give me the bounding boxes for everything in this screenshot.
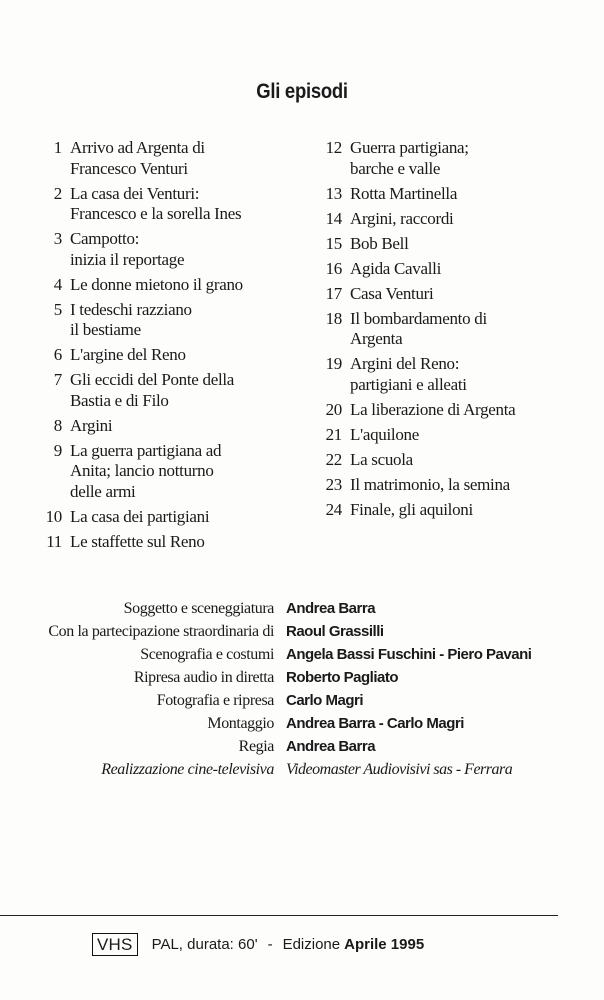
episode-number: 4 (53, 274, 62, 294)
episode-number: 19 (325, 354, 342, 373)
episode-item (310, 475, 600, 496)
episode-list-right (310, 138, 600, 525)
episode-item (310, 450, 600, 471)
credit-row (0, 600, 604, 623)
episode-title: La guerra partigiana ad Anita; lancio notturno delle armi (70, 440, 222, 501)
episode-number: 5 (53, 299, 62, 319)
divider (0, 915, 558, 916)
episode-item (310, 425, 600, 446)
credit-name: Roberto Pagliato (286, 669, 399, 686)
episode-item (310, 309, 600, 350)
edition-label: Edizione (282, 936, 341, 953)
edition-date: Aprile 1995 (344, 936, 425, 953)
episode-title: Agida Cavalli (350, 258, 441, 278)
credit-role: Scenografia e costumi (140, 646, 274, 663)
episode-number: 9 (53, 440, 62, 460)
episode-item (310, 209, 600, 230)
credit-row (0, 715, 604, 738)
credit-role: Regia (238, 738, 274, 755)
episode-title: Arrivo ad Argenta di Francesco Venturi (70, 138, 205, 178)
episode-number: 15 (325, 233, 342, 253)
episode-number: 20 (325, 399, 342, 419)
episode-item (310, 400, 600, 421)
episode-title: Il matrimonio, la semina (350, 474, 510, 494)
episode-item (310, 234, 600, 255)
episode-title: Le donne mietono il grano (70, 274, 243, 294)
episode-item (30, 229, 300, 270)
episode-title: Guerra partigiana; barche e valle (350, 138, 469, 178)
episode-number: 1 (53, 138, 62, 157)
episode-title: Finale, gli aquiloni (350, 499, 473, 519)
episode-item (310, 184, 600, 205)
credit-role: Con la partecipazione straordinaria di (48, 623, 274, 640)
episode-item (30, 370, 300, 411)
credit-row (0, 669, 604, 692)
format-meta: PAL, durata: 60' (151, 936, 258, 953)
episode-item (30, 184, 300, 225)
episode-number: 11 (46, 531, 62, 551)
credit-name: Videomaster Audiovisivi sas - Ferrara (286, 761, 513, 778)
episode-item (310, 138, 600, 179)
episode-title: Casa Venturi (350, 283, 434, 303)
credit-row (0, 623, 604, 646)
episode-title: Il bombardamento di Argenta (350, 308, 487, 348)
episode-item (310, 354, 600, 395)
episode-number: 2 (53, 183, 62, 203)
episode-title: Argini, raccordi (350, 208, 454, 228)
credit-row (0, 692, 604, 715)
episode-item (30, 441, 300, 503)
episode-title: Campotto: inizia il reportage (70, 229, 185, 269)
episode-number: 13 (325, 183, 342, 203)
credit-row (0, 761, 604, 784)
episode-item (30, 507, 300, 528)
credit-role: Fotografia e ripresa (156, 692, 274, 709)
credit-role: Realizzazione cine-televisiva (101, 761, 274, 778)
episode-title: La liberazione di Argenta (350, 399, 516, 419)
episode-number: 18 (325, 308, 342, 328)
episode-title: Bob Bell (350, 233, 409, 253)
episode-item (30, 300, 300, 341)
episode-title: Le staffette sul Reno (70, 531, 205, 551)
credit-name: Andrea Barra (286, 738, 376, 755)
episode-number: 12 (325, 138, 342, 157)
episode-item (30, 138, 300, 179)
vhs-badge: VHS (92, 933, 138, 956)
episode-title: I tedeschi razziano il bestiame (70, 299, 192, 339)
episode-number: 8 (53, 415, 62, 435)
footer-separator: - (267, 936, 273, 953)
episode-number: 14 (325, 208, 342, 228)
episode-item (30, 532, 300, 553)
episode-item (310, 500, 600, 521)
episode-number: 16 (325, 258, 342, 278)
episode-item (30, 275, 300, 296)
episode-title: L'argine del Reno (70, 345, 186, 364)
episode-item (30, 416, 300, 437)
episode-title: Rotta Martinella (350, 183, 458, 203)
episode-number: 21 (325, 424, 342, 444)
episode-number: 22 (325, 449, 342, 469)
credit-role: Montaggio (207, 715, 274, 732)
episode-number: 3 (53, 229, 62, 248)
credit-role: Ripresa audio in diretta (133, 669, 274, 686)
episode-number: 7 (53, 370, 62, 389)
episode-number: 23 (325, 474, 342, 494)
episode-list-left (30, 138, 300, 557)
episode-title: La casa dei Venturi: Francesco e la sorella Ines (70, 183, 242, 223)
episode-title: La casa dei partigiani (70, 506, 210, 526)
episode-item (310, 284, 600, 305)
footer (92, 933, 424, 956)
episode-item (310, 259, 600, 280)
credit-name: Andrea Barra (286, 600, 376, 617)
episode-title: Argini del Reno: partigiani e alleati (350, 354, 467, 394)
episode-title: Argini (70, 415, 113, 435)
credits (0, 600, 604, 784)
episode-number: 6 (53, 345, 62, 364)
credit-name: Angela Bassi Fuschini - Piero Pavani (286, 646, 532, 663)
credit-role: Soggetto e sceneggiatura (123, 600, 274, 617)
episode-number: 24 (325, 499, 342, 519)
credit-row (0, 646, 604, 669)
page-title: Gli episodi (256, 80, 348, 103)
episode-title: L'aquilone (350, 424, 419, 444)
credit-name: Carlo Magri (286, 692, 364, 709)
credit-name: Andrea Barra - Carlo Magri (286, 715, 464, 732)
episode-title: La scuola (350, 449, 413, 469)
credit-row (0, 738, 604, 761)
episode-item (30, 345, 300, 366)
episode-title: Gli eccidi del Ponte della Bastia e di Filo (70, 370, 235, 410)
episode-number: 10 (45, 506, 62, 526)
episode-number: 17 (325, 283, 342, 303)
credit-name: Raoul Grassilli (286, 623, 384, 640)
